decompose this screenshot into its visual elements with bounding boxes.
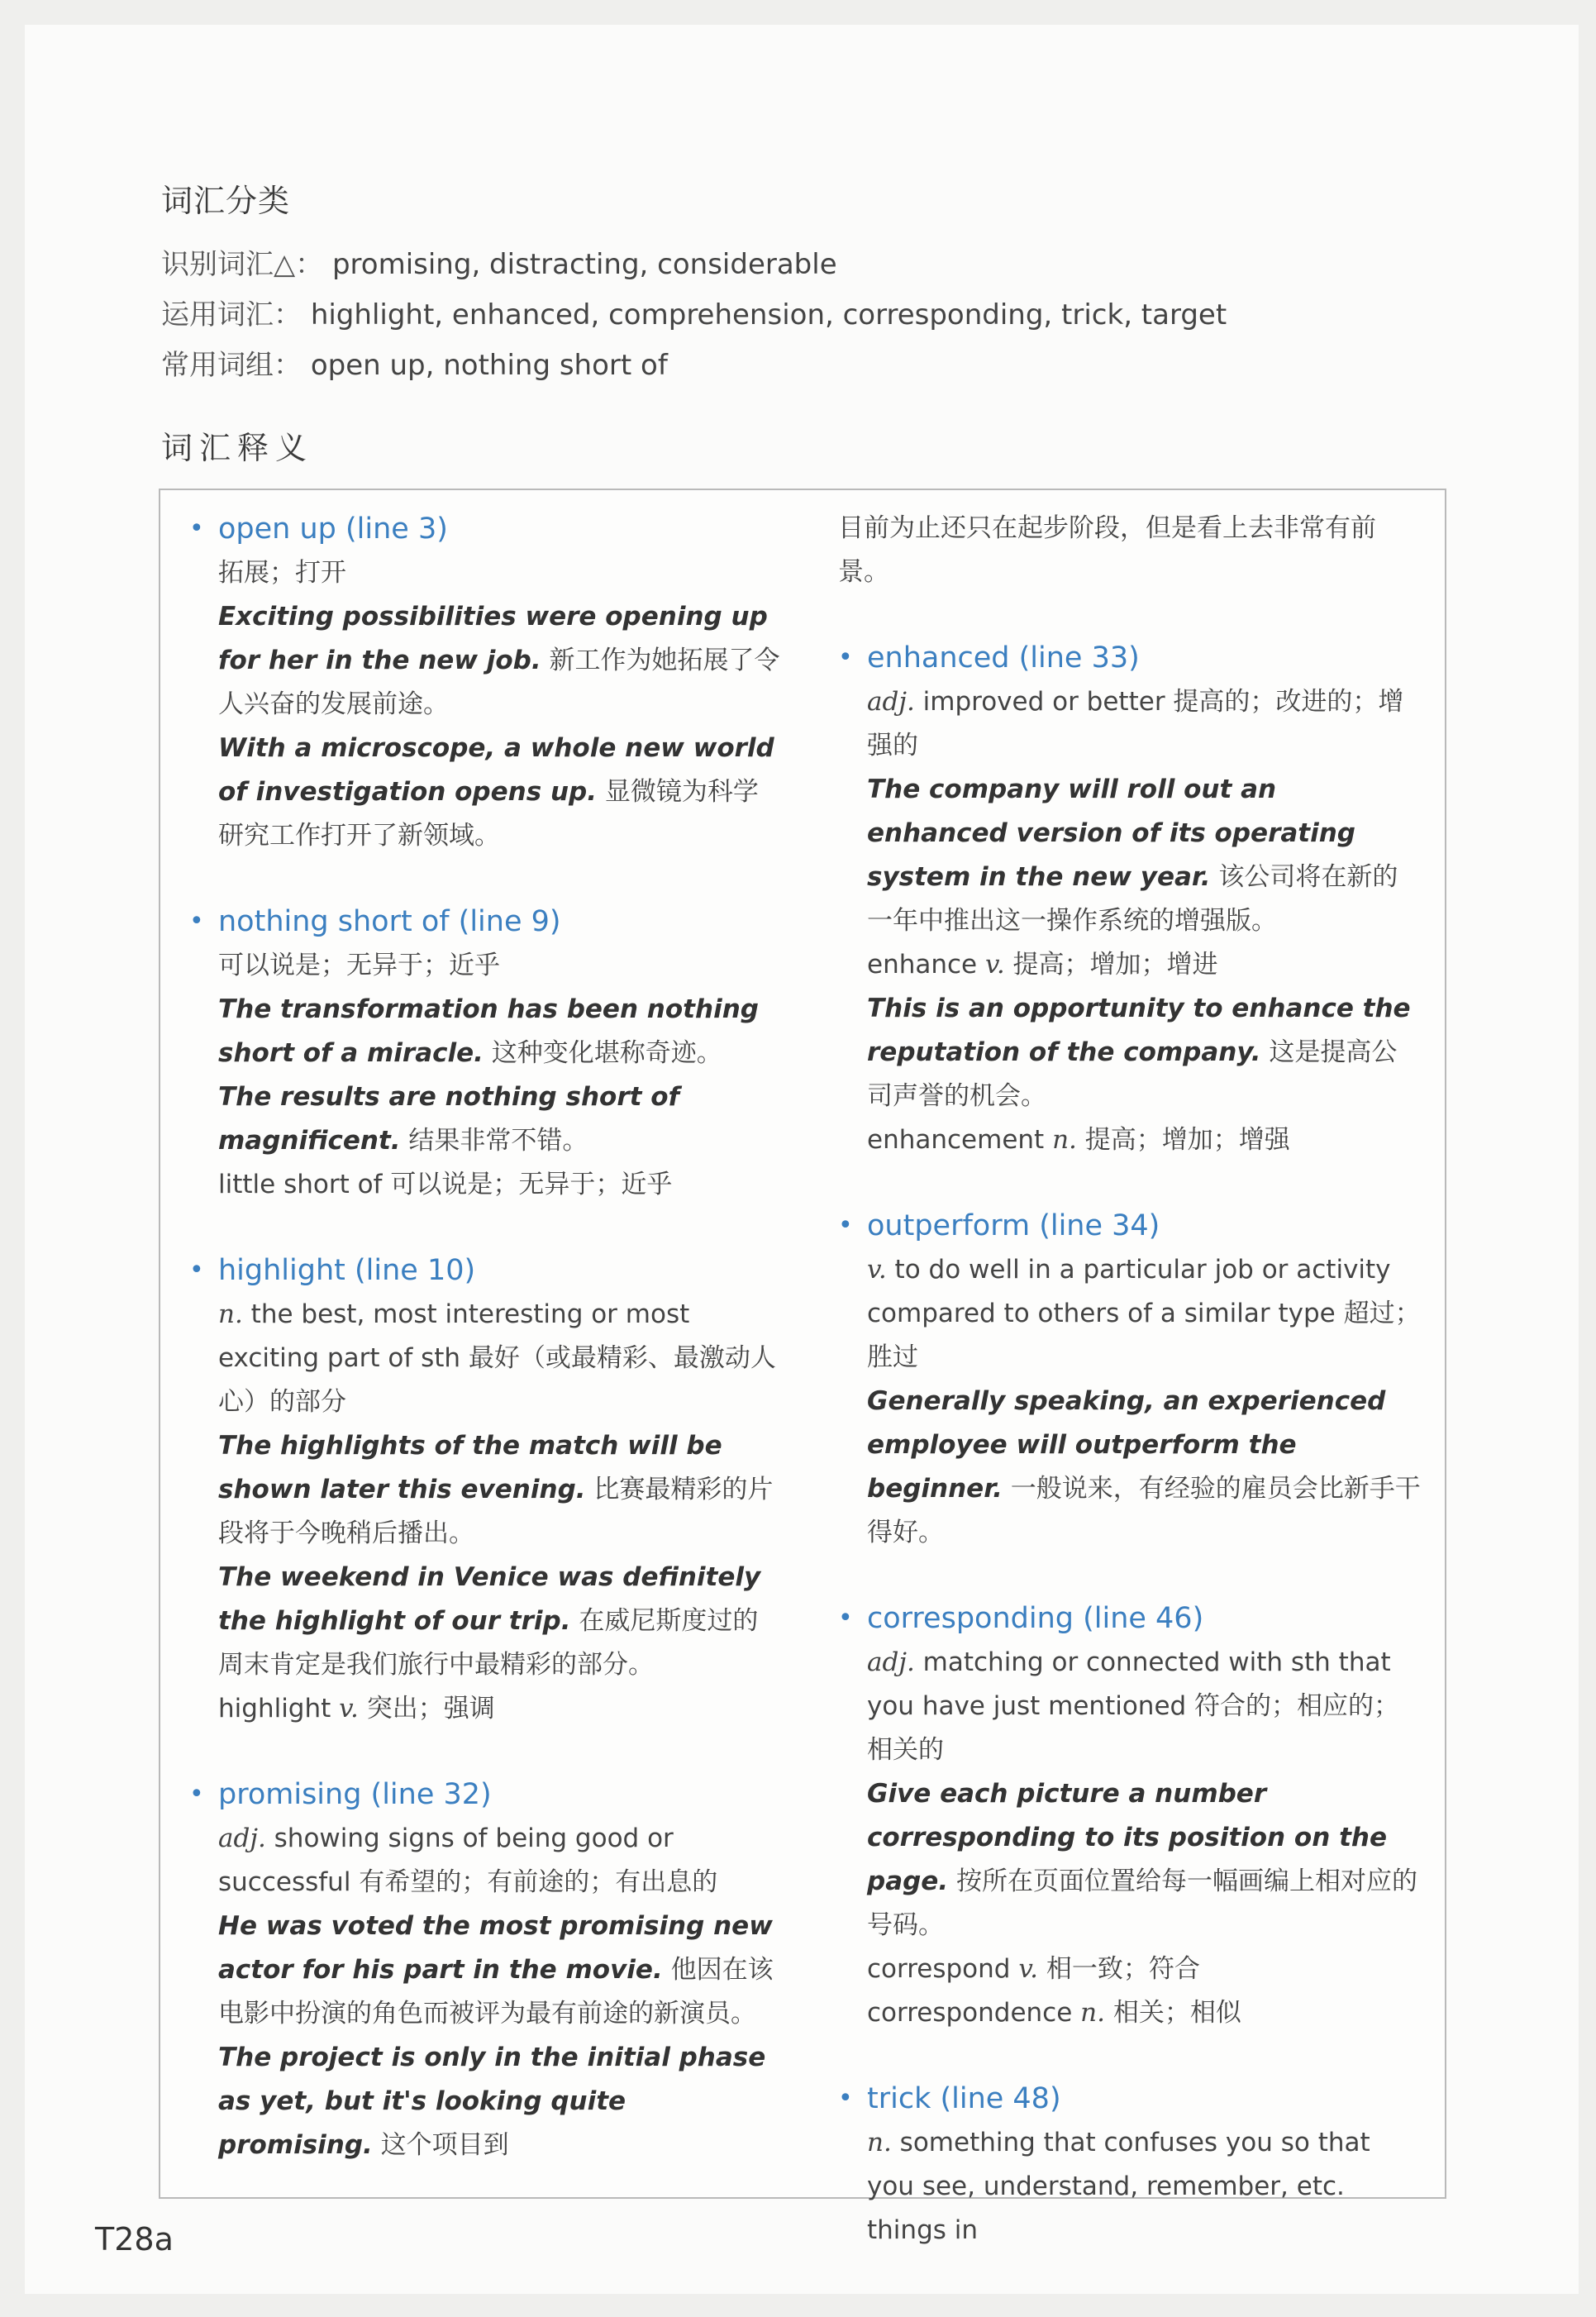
chinese-meaning: 突出；强调 — [358, 1694, 495, 1723]
example-translation: 这个项目到 — [372, 2130, 509, 2160]
usage-label: 运用词汇： — [161, 298, 302, 331]
english-definition: something that confuses you so that you see, understand, remember, etc. things in — [867, 2128, 1370, 2245]
entry-line — [838, 507, 1421, 594]
part-of-speech: adj. — [218, 1824, 266, 1853]
bullet-icon: • — [838, 643, 853, 672]
vocab-entry — [189, 1772, 780, 2167]
vocab-entry — [189, 899, 780, 1207]
entry-headword: enhanced (line 33) — [867, 641, 1140, 675]
entry-line — [218, 1075, 780, 1163]
example-translation: 显微镜为科学研究工作打开了新领域。 — [218, 777, 759, 851]
entry-headword: open up (line 3) — [218, 513, 448, 546]
recognition-vocab-row — [161, 241, 837, 282]
example-translation: 他因在该电影中扮演的角色而被评为最有前途的新演员。 — [218, 1955, 774, 2029]
example-translation: 比赛最精彩的片段将于今晚稍后播出。 — [218, 1475, 774, 1548]
example-translation: 这是提高公司声誉的机会。 — [867, 1037, 1398, 1111]
related-word: enhancement — [867, 1125, 1053, 1155]
related-word: correspond — [867, 1954, 1019, 1984]
vocab-entry — [838, 1204, 1421, 1555]
part-of-speech: v. — [984, 950, 1005, 980]
chinese-meaning: 可以说是；无异于；近乎 — [382, 1170, 673, 1199]
entry-line — [867, 1641, 1421, 1772]
entry-line — [218, 1293, 780, 1424]
chinese-meaning: 相一致；符合 — [1038, 1954, 1200, 1984]
entry-headword: outperform (line 34) — [867, 1209, 1160, 1242]
right-column — [838, 507, 1421, 2294]
part-of-speech: v. — [1018, 1954, 1039, 1984]
entry-line — [218, 595, 780, 727]
bullet-icon: • — [838, 1604, 853, 1633]
part-of-speech: v. — [339, 1694, 359, 1723]
page — [25, 25, 1579, 2294]
example-translation: 一般说来，有经验的雇员会比新手干得好。 — [867, 1474, 1421, 1547]
entry-line — [867, 1948, 1421, 1991]
chinese-meaning: 相关；相似 — [1105, 1998, 1241, 2028]
entry-line — [218, 1163, 780, 1207]
example-sentence: The project is only in the initial phase as yet, but it's looking quite promising. — [218, 2043, 766, 2160]
entry-line — [867, 1991, 1421, 2035]
chinese-meaning: 提高；增加；增强 — [1076, 1125, 1290, 1155]
example-sentence: The company will roll out an enhanced version of its operating system in the new year. — [867, 775, 1355, 892]
example-translation: 在威尼斯度过的周末肯定是我们旅行中最精彩的部分。 — [218, 1606, 759, 1680]
vocab-entry — [189, 1248, 780, 1731]
entry-line — [867, 987, 1421, 1118]
vocab-classification-title: 词汇分类 — [161, 183, 291, 219]
entry-line — [218, 2036, 780, 2167]
example-sentence: Give each picture a number corresponding to its position on the page. — [867, 1779, 1387, 1896]
bullet-icon: • — [838, 2084, 853, 2113]
recognition-label: 识别词汇△： — [161, 248, 324, 281]
entry-line — [867, 1772, 1421, 1948]
part-of-speech: adj. — [867, 1647, 915, 1677]
bullet-icon: • — [189, 907, 204, 936]
example-sentence: He was voted the most promising new actor for his part in the movie. — [218, 1911, 773, 1985]
chinese-meaning: 超过；胜过 — [867, 1299, 1421, 1372]
part-of-speech: n. — [1052, 1125, 1077, 1155]
example-sentence: Generally speaking, an experienced employee will outperform the beginner. — [867, 1386, 1386, 1504]
usage-vocab-row — [161, 292, 1227, 332]
entry-line — [867, 1118, 1421, 1162]
entry-line — [218, 988, 780, 1075]
chinese-meaning: 有希望的；有前途的；有出息的 — [350, 1867, 718, 1897]
part-of-speech: adj. — [867, 687, 915, 717]
part-of-speech: n. — [218, 1299, 243, 1329]
chinese-meaning: 提高；增加；增进 — [1004, 950, 1218, 980]
chinese-meaning: 最好（或最精彩、最激动人心）的部分 — [218, 1343, 776, 1417]
related-word: little short of — [218, 1170, 383, 1199]
example-translation: 按所在页面位置给每一幅画编上相对应的号码。 — [867, 1866, 1417, 1940]
phrases-words: open up, nothing short of — [310, 349, 668, 382]
entry-headword: nothing short of (line 9) — [218, 905, 561, 938]
entry-line — [867, 1380, 1421, 1555]
chinese-meaning: 目前为止还只在起步阶段，但是看上去非常有前景。 — [838, 513, 1376, 587]
entry-line — [867, 943, 1421, 987]
entry-line — [218, 1687, 780, 1731]
entry-headword: corresponding (line 46) — [867, 1602, 1204, 1635]
vocab-entry — [189, 507, 780, 858]
page-number: T28a — [95, 2221, 174, 2257]
chinese-meaning: 拓展；打开 — [218, 558, 346, 588]
entry-headword: trick (line 48) — [867, 2082, 1061, 2115]
entry-line — [218, 1817, 780, 1905]
related-word: correspondence — [867, 1998, 1081, 2028]
example-translation: 新工作为她拓展了令人兴奋的发展前途。 — [218, 646, 780, 719]
vocab-entry — [838, 636, 1421, 1162]
entry-line — [218, 727, 780, 858]
entry-headword: promising (line 32) — [218, 1778, 492, 1811]
entry-line — [867, 680, 1421, 768]
entry-line — [867, 768, 1421, 943]
english-definition: showing signs of being good or successful — [218, 1824, 674, 1897]
related-word: highlight — [218, 1694, 340, 1723]
entry-line — [218, 551, 780, 595]
bullet-icon: • — [838, 1211, 853, 1240]
chinese-meaning: 提高的；改进的；增强的 — [867, 687, 1404, 760]
recognition-words: promising, distracting, considerable — [331, 248, 837, 281]
example-translation: 结果非常不错。 — [400, 1126, 588, 1156]
usage-words: highlight, enhanced, comprehension, corresponding, trick, target — [310, 298, 1227, 331]
phrases-row — [161, 342, 668, 383]
example-sentence: The highlights of the match will be shown later this evening. — [218, 1431, 722, 1504]
chinese-meaning: 可以说是；无异于；近乎 — [218, 951, 500, 980]
entry-line — [218, 1905, 780, 2036]
example-sentence: The transformation has been nothing short of a miracle. — [218, 994, 759, 1068]
entry-headword: highlight (line 10) — [218, 1254, 476, 1287]
bullet-icon: • — [189, 514, 204, 543]
entry-line — [218, 1424, 780, 1556]
english-definition: matching or connected with sth that you have just mentioned — [867, 1647, 1391, 1721]
left-column — [189, 507, 780, 2209]
part-of-speech: v. — [867, 1255, 887, 1285]
bullet-icon: • — [189, 1780, 204, 1809]
entry-line — [867, 1248, 1421, 1380]
phrases-label: 常用词组： — [161, 349, 302, 382]
vocab-definitions-title: 词汇释义 — [161, 430, 314, 466]
bullet-icon: • — [189, 1256, 204, 1285]
example-sentence: With a microscope, a whole new world of investigation opens up. — [218, 733, 774, 807]
chinese-meaning: 符合的；相应的；相关的 — [867, 1691, 1400, 1765]
part-of-speech: n. — [867, 2128, 892, 2157]
definitions-box — [159, 489, 1446, 2245]
vocab-entry — [838, 507, 1421, 594]
entry-line — [218, 1556, 780, 1687]
entry-line — [867, 2121, 1421, 2253]
example-sentence: The results are nothing short of magnificent. — [218, 1082, 680, 1156]
example-translation: 这种变化堪称奇迹。 — [483, 1038, 722, 1068]
entry-line — [218, 944, 780, 988]
example-sentence: Exciting possibilities were opening up for her in the new job. — [218, 602, 768, 675]
example-translation: 该公司将在新的一年中推出这一操作系统的增强版。 — [867, 862, 1398, 936]
example-sentence: This is an opportunity to enhance the reputation of the company. — [867, 994, 1411, 1067]
english-definition: improved or better — [914, 687, 1165, 717]
english-definition: to do well in a particular job or activity compared to others of a similar type — [867, 1255, 1391, 1328]
english-definition: the best, most interesting or most exciting part of sth — [218, 1299, 690, 1373]
vocab-entry — [838, 1596, 1421, 2035]
part-of-speech: n. — [1080, 1998, 1105, 2028]
related-word: enhance — [867, 950, 985, 980]
vocab-entry — [838, 2076, 1421, 2253]
example-sentence: The weekend in Venice was definitely the highlight of our trip. — [218, 1562, 761, 1636]
